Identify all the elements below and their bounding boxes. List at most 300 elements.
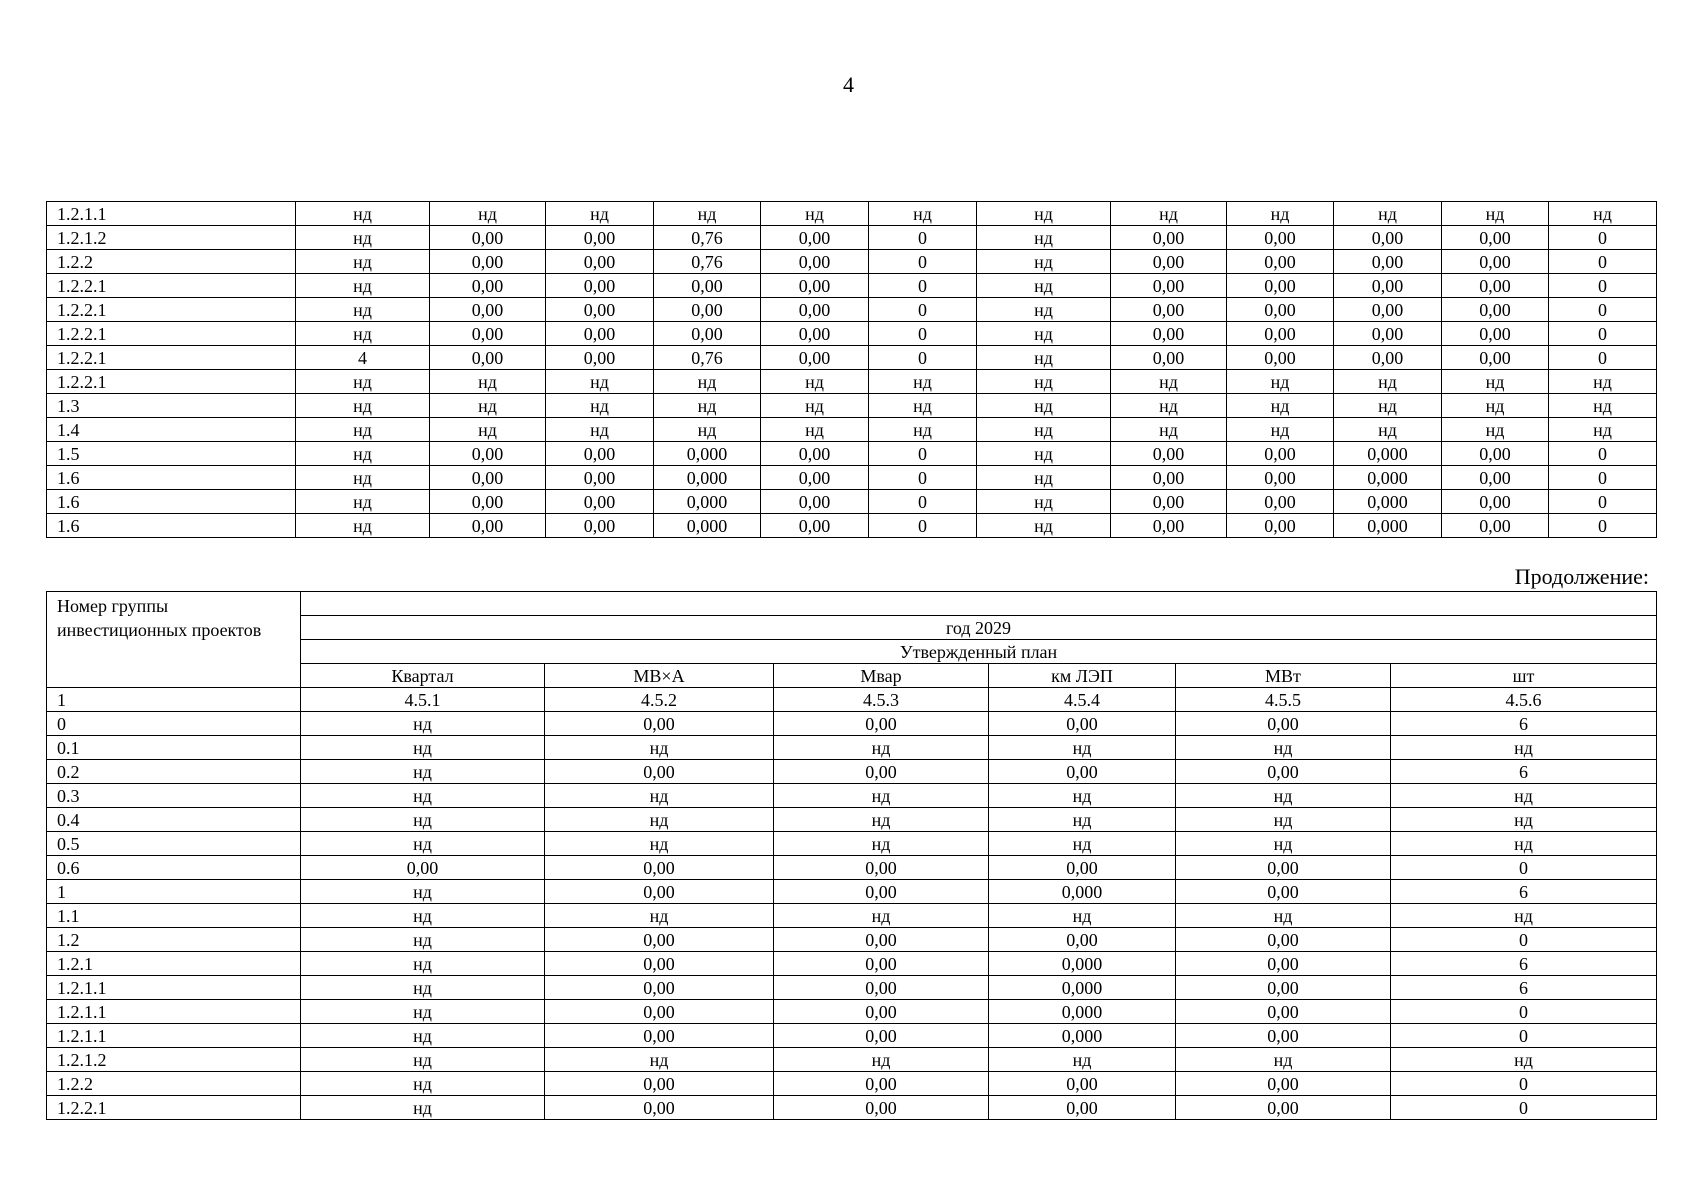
value-cell: нд <box>989 904 1176 928</box>
value-cell: 0,00 <box>1334 346 1442 370</box>
value-cell: 0,00 <box>654 322 761 346</box>
value-cell: нд <box>1334 202 1442 226</box>
value-cell: 4.5.6 <box>1391 688 1657 712</box>
table-row <box>47 736 1657 760</box>
value-cell: 0,00 <box>761 298 869 322</box>
group-number-cell: 1.2.1.1 <box>47 202 296 226</box>
value-cell: 0,000 <box>654 466 761 490</box>
value-cell: нд <box>301 904 545 928</box>
value-cell: 0,00 <box>546 274 654 298</box>
value-cell: 0,00 <box>761 514 869 538</box>
value-cell: нд <box>301 1096 545 1120</box>
value-cell: 0,00 <box>1227 298 1334 322</box>
value-cell: нд <box>977 370 1111 394</box>
value-cell: нд <box>301 712 545 736</box>
value-cell: 0,00 <box>545 712 774 736</box>
value-cell: 0,00 <box>1111 274 1227 298</box>
table-row <box>47 952 1657 976</box>
group-number-cell: 1 <box>47 688 301 712</box>
value-cell: 0,00 <box>1442 274 1549 298</box>
value-cell: нд <box>869 418 977 442</box>
value-cell: 0 <box>1549 274 1657 298</box>
value-cell: нд <box>761 394 869 418</box>
value-cell: 0,00 <box>1111 322 1227 346</box>
value-cell: 0 <box>869 514 977 538</box>
value-cell: нд <box>989 808 1176 832</box>
value-cell: 0,00 <box>545 880 774 904</box>
value-cell: 0,000 <box>989 1000 1176 1024</box>
table-row <box>47 1024 1657 1048</box>
value-cell: нд <box>301 808 545 832</box>
value-cell: нд <box>301 832 545 856</box>
group-number-cell: 1.6 <box>47 466 296 490</box>
table-row <box>47 250 1657 274</box>
table-row <box>47 442 1657 466</box>
value-cell: нд <box>869 202 977 226</box>
value-cell: нд <box>989 784 1176 808</box>
group-number-cell: 1.1 <box>47 904 301 928</box>
value-cell: нд <box>296 514 430 538</box>
page-number: 4 <box>843 72 854 97</box>
value-cell: 0,00 <box>545 760 774 784</box>
value-cell: 0,000 <box>989 880 1176 904</box>
value-cell: 0,00 <box>1176 976 1391 1000</box>
value-cell: 0,00 <box>545 952 774 976</box>
value-cell: нд <box>977 514 1111 538</box>
value-cell: 0 <box>1549 226 1657 250</box>
value-cell: 0 <box>1391 928 1657 952</box>
table-row <box>47 880 1657 904</box>
value-cell: нд <box>296 442 430 466</box>
value-cell: нд <box>774 784 989 808</box>
value-cell: нд <box>545 1048 774 1072</box>
group-number-cell: 1.2.2 <box>47 1072 301 1096</box>
value-cell: нд <box>1442 370 1549 394</box>
value-cell: нд <box>1334 370 1442 394</box>
value-cell: нд <box>1334 418 1442 442</box>
value-cell: 0,00 <box>546 514 654 538</box>
value-cell: нд <box>1391 808 1657 832</box>
table-row <box>47 346 1657 370</box>
value-cell: нд <box>774 832 989 856</box>
value-cell: нд <box>1176 832 1391 856</box>
value-cell: 0,00 <box>761 490 869 514</box>
value-cell: 0,00 <box>1442 442 1549 466</box>
value-cell: 0,00 <box>774 880 989 904</box>
table-row <box>47 712 1657 736</box>
table-row <box>47 808 1657 832</box>
value-cell: нд <box>296 370 430 394</box>
value-cell: нд <box>296 418 430 442</box>
value-cell: нд <box>1549 394 1657 418</box>
value-cell: нд <box>301 880 545 904</box>
table-row <box>47 904 1657 928</box>
value-cell: 0,00 <box>1176 928 1391 952</box>
table-row <box>47 226 1657 250</box>
value-cell: нд <box>1391 1048 1657 1072</box>
value-cell: нд <box>977 466 1111 490</box>
plan-header: Утвержденный план <box>301 640 1657 664</box>
value-cell: 0,00 <box>761 226 869 250</box>
value-cell: 0 <box>1549 490 1657 514</box>
value-cell: нд <box>301 1072 545 1096</box>
value-cell: нд <box>774 808 989 832</box>
value-cell: 0,000 <box>654 442 761 466</box>
value-cell: нд <box>1227 418 1334 442</box>
value-cell: 0,00 <box>1334 298 1442 322</box>
value-cell: 0,00 <box>774 1000 989 1024</box>
value-cell: 0,00 <box>1176 1024 1391 1048</box>
value-cell: 0 <box>1549 322 1657 346</box>
table-row <box>47 466 1657 490</box>
value-cell: 0,00 <box>774 712 989 736</box>
value-cell: 0,000 <box>989 952 1176 976</box>
value-cell: 0 <box>869 250 977 274</box>
value-cell: нд <box>1111 370 1227 394</box>
column-header: км ЛЭП <box>989 664 1176 688</box>
value-cell: 0,00 <box>774 1096 989 1120</box>
value-cell: нд <box>989 1048 1176 1072</box>
value-cell: 4.5.3 <box>774 688 989 712</box>
value-cell: 6 <box>1391 712 1657 736</box>
value-cell: 0,000 <box>1334 490 1442 514</box>
continuation-label: Продолжение: <box>1514 564 1649 589</box>
value-cell: нд <box>1111 418 1227 442</box>
value-cell: нд <box>1176 1048 1391 1072</box>
value-cell: 0,00 <box>546 490 654 514</box>
value-cell: 0,76 <box>654 250 761 274</box>
group-number-cell: 1.2.2 <box>47 250 296 274</box>
value-cell: 0,00 <box>1227 490 1334 514</box>
value-cell: 0 <box>1549 514 1657 538</box>
value-cell: нд <box>1391 784 1657 808</box>
value-cell: 0,00 <box>545 1096 774 1120</box>
value-cell: нд <box>1549 202 1657 226</box>
value-cell: 4.5.1 <box>301 688 545 712</box>
value-cell: 0,00 <box>1111 226 1227 250</box>
value-cell: нд <box>296 274 430 298</box>
value-cell: 0,00 <box>545 856 774 880</box>
value-cell: 0,000 <box>654 490 761 514</box>
value-cell: 0,00 <box>761 466 869 490</box>
value-cell: нд <box>654 418 761 442</box>
value-cell: 0 <box>1391 1024 1657 1048</box>
value-cell: нд <box>1334 394 1442 418</box>
value-cell: нд <box>977 274 1111 298</box>
group-number-cell: 1.2.1.2 <box>47 1048 301 1072</box>
group-number-cell: 1.2.2.1 <box>47 1096 301 1120</box>
value-cell: 0,00 <box>1227 514 1334 538</box>
group-number-cell: 0.5 <box>47 832 301 856</box>
value-cell: нд <box>301 1000 545 1024</box>
value-cell: 0,00 <box>430 226 546 250</box>
table-row <box>47 1048 1657 1072</box>
value-cell: 0 <box>869 274 977 298</box>
value-cell: 0 <box>1549 346 1657 370</box>
value-cell: 0,000 <box>1334 466 1442 490</box>
value-cell: нд <box>977 226 1111 250</box>
table-row <box>47 202 1657 226</box>
value-cell: 0,00 <box>774 760 989 784</box>
value-cell: 4.5.5 <box>1176 688 1391 712</box>
value-cell: 0,00 <box>761 250 869 274</box>
table-bottom-body <box>47 592 1657 1120</box>
value-cell: нд <box>296 490 430 514</box>
value-cell: нд <box>977 202 1111 226</box>
value-cell: 0,00 <box>1111 466 1227 490</box>
value-cell: 0,00 <box>430 466 546 490</box>
value-cell: 0,000 <box>1334 514 1442 538</box>
value-cell: 0,00 <box>430 514 546 538</box>
value-cell: нд <box>977 322 1111 346</box>
value-cell: нд <box>1442 394 1549 418</box>
value-cell: 0,00 <box>1442 490 1549 514</box>
value-cell: 0 <box>1549 250 1657 274</box>
value-cell: 0 <box>869 322 977 346</box>
group-number-cell: 1.2.2.1 <box>47 370 296 394</box>
value-cell: 0,00 <box>1442 250 1549 274</box>
value-cell: 0,00 <box>654 274 761 298</box>
value-cell: нд <box>546 418 654 442</box>
value-cell: нд <box>989 736 1176 760</box>
value-cell: 0,00 <box>774 976 989 1000</box>
value-cell: нд <box>1176 736 1391 760</box>
value-cell: нд <box>301 736 545 760</box>
table-row <box>47 976 1657 1000</box>
value-cell: нд <box>430 394 546 418</box>
value-cell: нд <box>977 394 1111 418</box>
value-cell: 0,00 <box>1111 250 1227 274</box>
value-cell: 0,00 <box>774 928 989 952</box>
value-cell: 0,00 <box>545 1000 774 1024</box>
value-cell: нд <box>301 760 545 784</box>
value-cell: нд <box>301 1048 545 1072</box>
value-cell: 0,00 <box>989 856 1176 880</box>
table-row <box>47 394 1657 418</box>
group-number-cell: 1.2.2.1 <box>47 274 296 298</box>
value-cell: нд <box>774 1048 989 1072</box>
value-cell: 6 <box>1391 976 1657 1000</box>
value-cell: 0,00 <box>430 346 546 370</box>
value-cell: 0,00 <box>1442 346 1549 370</box>
value-cell: 0 <box>869 442 977 466</box>
table-row <box>47 928 1657 952</box>
value-cell: 0,00 <box>989 712 1176 736</box>
group-number-cell: 1 <box>47 880 301 904</box>
group-number-cell: 0.3 <box>47 784 301 808</box>
value-cell: нд <box>545 904 774 928</box>
value-cell: нд <box>296 322 430 346</box>
value-cell: 0,00 <box>1227 322 1334 346</box>
value-cell: 0 <box>1391 1072 1657 1096</box>
value-cell: нд <box>977 346 1111 370</box>
value-cell: 0,00 <box>774 1072 989 1096</box>
table-row <box>47 418 1657 442</box>
group-number-cell: 1.2.1.1 <box>47 1000 301 1024</box>
group-number-cell: 0.2 <box>47 760 301 784</box>
value-cell: нд <box>977 298 1111 322</box>
data-table-top <box>46 201 1657 538</box>
value-cell: нд <box>1549 370 1657 394</box>
value-cell: 0,000 <box>654 514 761 538</box>
value-cell: нд <box>977 418 1111 442</box>
value-cell: нд <box>545 832 774 856</box>
value-cell: 0 <box>1549 442 1657 466</box>
value-cell: 0,00 <box>546 346 654 370</box>
column-header: Мвар <box>774 664 989 688</box>
value-cell: нд <box>430 202 546 226</box>
table-row <box>47 322 1657 346</box>
column-header: МВ×А <box>545 664 774 688</box>
value-cell: 0,00 <box>1227 274 1334 298</box>
value-cell: нд <box>774 904 989 928</box>
value-cell: 0,00 <box>1111 346 1227 370</box>
value-cell: 0,00 <box>546 322 654 346</box>
value-cell: 0,00 <box>774 856 989 880</box>
value-cell: 0,00 <box>1334 322 1442 346</box>
value-cell: 0 <box>869 466 977 490</box>
value-cell: нд <box>546 202 654 226</box>
group-number-cell: 1.2.1.1 <box>47 976 301 1000</box>
value-cell: 0 <box>869 226 977 250</box>
group-number-cell: 1.2.2.1 <box>47 346 296 370</box>
value-cell: 0 <box>1391 856 1657 880</box>
column-header: Квартал <box>301 664 545 688</box>
value-cell: нд <box>1227 394 1334 418</box>
value-cell: 0,00 <box>1442 226 1549 250</box>
value-cell: нд <box>301 1024 545 1048</box>
value-cell: 0,00 <box>546 466 654 490</box>
group-number-cell: 0 <box>47 712 301 736</box>
value-cell: 0,00 <box>1176 712 1391 736</box>
value-cell: нд <box>869 394 977 418</box>
value-cell: 0,00 <box>1227 250 1334 274</box>
value-cell: 0,00 <box>761 442 869 466</box>
table-row <box>47 490 1657 514</box>
value-cell: 0,00 <box>761 322 869 346</box>
group-number-cell: 0.6 <box>47 856 301 880</box>
value-cell: 0,00 <box>761 274 869 298</box>
value-cell: 0,000 <box>989 1024 1176 1048</box>
group-number-cell: 1.2.2.1 <box>47 322 296 346</box>
value-cell: 0 <box>869 490 977 514</box>
value-cell: 0,00 <box>1334 274 1442 298</box>
value-cell: нд <box>1391 736 1657 760</box>
value-cell: 0,00 <box>546 442 654 466</box>
value-cell: 0,00 <box>430 250 546 274</box>
value-cell: 0 <box>1391 1000 1657 1024</box>
group-number-cell: 1.2 <box>47 928 301 952</box>
value-cell: 0,00 <box>1334 226 1442 250</box>
value-cell: нд <box>1227 202 1334 226</box>
value-cell: 0,00 <box>774 1024 989 1048</box>
value-cell: 0,00 <box>545 1024 774 1048</box>
group-number-cell: 1.6 <box>47 514 296 538</box>
value-cell: 0,00 <box>1176 1096 1391 1120</box>
table-top-body <box>47 202 1657 538</box>
value-cell: нд <box>869 370 977 394</box>
table-row <box>47 514 1657 538</box>
value-cell: 0,00 <box>545 928 774 952</box>
value-cell: 0,00 <box>1442 466 1549 490</box>
value-cell: 0,00 <box>430 442 546 466</box>
value-cell: 0,00 <box>1176 760 1391 784</box>
value-cell: 0,00 <box>1111 442 1227 466</box>
value-cell: 0,00 <box>1227 466 1334 490</box>
year-header: год 2029 <box>301 616 1657 640</box>
value-cell: нд <box>301 952 545 976</box>
value-cell: нд <box>774 736 989 760</box>
group-number-cell: 1.2.2.1 <box>47 298 296 322</box>
value-cell: 0,00 <box>989 1096 1176 1120</box>
value-cell: нд <box>545 784 774 808</box>
table-row <box>47 832 1657 856</box>
value-cell: 6 <box>1391 952 1657 976</box>
value-cell: нд <box>761 202 869 226</box>
value-cell: нд <box>1111 394 1227 418</box>
table-row <box>47 370 1657 394</box>
value-cell: нд <box>296 394 430 418</box>
value-cell: нд <box>1391 832 1657 856</box>
table-row <box>47 688 1657 712</box>
value-cell: нд <box>296 466 430 490</box>
value-cell: 0,00 <box>430 274 546 298</box>
value-cell: 0,00 <box>1442 322 1549 346</box>
value-cell: 0,00 <box>989 928 1176 952</box>
table-row <box>47 298 1657 322</box>
table-row <box>47 1072 1657 1096</box>
value-cell: 4.5.4 <box>989 688 1176 712</box>
value-cell: 0,00 <box>546 298 654 322</box>
value-cell: 0 <box>869 346 977 370</box>
group-number-cell: 1.2.1 <box>47 952 301 976</box>
value-cell: 0,00 <box>430 322 546 346</box>
value-cell: 0,00 <box>1176 856 1391 880</box>
value-cell: 0,00 <box>430 490 546 514</box>
value-cell: 0,00 <box>1227 442 1334 466</box>
value-cell: нд <box>1176 808 1391 832</box>
value-cell: 0,00 <box>989 1072 1176 1096</box>
value-cell: нд <box>977 490 1111 514</box>
value-cell: 0,00 <box>761 346 869 370</box>
value-cell: нд <box>1111 202 1227 226</box>
table-row <box>47 784 1657 808</box>
value-cell: 6 <box>1391 760 1657 784</box>
group-number-header: Номер группы инвестиционных проектов <box>47 592 301 688</box>
value-cell: 0,00 <box>774 952 989 976</box>
column-header: МВт <box>1176 664 1391 688</box>
group-number-cell: 0.1 <box>47 736 301 760</box>
data-table-bottom <box>46 591 1657 1120</box>
value-cell: нд <box>545 808 774 832</box>
value-cell: нд <box>1391 904 1657 928</box>
value-cell: нд <box>545 736 774 760</box>
value-cell: 0,00 <box>1442 298 1549 322</box>
header-row-1 <box>47 592 1657 616</box>
value-cell: 0,000 <box>989 976 1176 1000</box>
value-cell: нд <box>654 394 761 418</box>
value-cell: 0,00 <box>1334 250 1442 274</box>
value-cell: нд <box>296 202 430 226</box>
value-cell: 0,00 <box>545 1072 774 1096</box>
value-cell: 0,00 <box>301 856 545 880</box>
value-cell: 0,00 <box>430 298 546 322</box>
value-cell: 4 <box>296 346 430 370</box>
value-cell: нд <box>761 370 869 394</box>
table-row <box>47 1000 1657 1024</box>
value-cell: нд <box>1176 904 1391 928</box>
table-row <box>47 856 1657 880</box>
